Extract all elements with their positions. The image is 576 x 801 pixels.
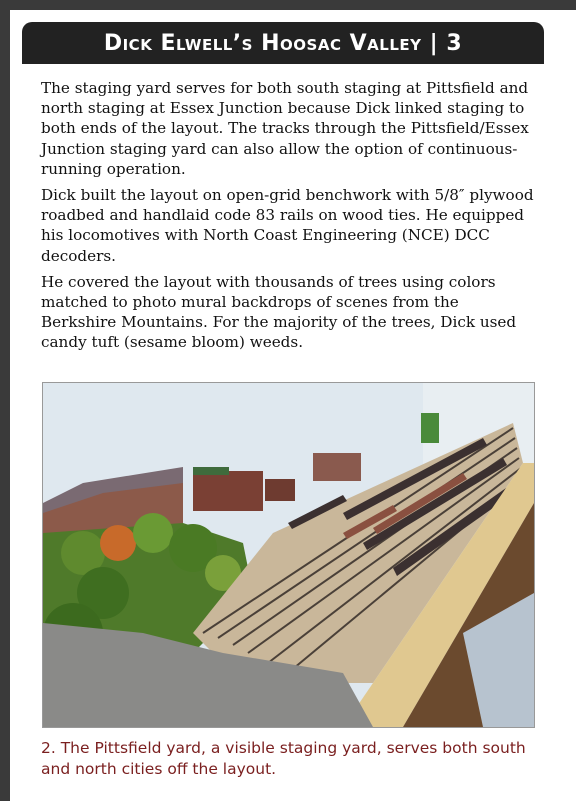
- layout-photo-illustration: [43, 383, 534, 727]
- figure-caption: 2. The Pittsfield yard, a visible staging yard, serves both south and north cities off the layout.: [41, 739, 526, 778]
- page-header: [22, 22, 544, 64]
- layout-photo: [42, 382, 535, 728]
- article-body: [41, 78, 537, 359]
- paragraph-3: He covered the layout with thousands of trees using colors matched to photo mural backdrops of scenes from the Berkshire Mountains. For the majority of the trees, Dick used candy tuft (sesame bloom) weeds.: [41, 272, 517, 352]
- page-title: Dick Elwell’s Hoosac Valley | 3: [103, 30, 463, 56]
- paragraph-2: Dick built the layout on open-grid benchwork with 5/8″ plywood roadbed and handlaid code 83 rails on wood ties. He equipped his locomotives with North Coast Engineering (NCE) DCC decoders.: [41, 186, 534, 265]
- paragraph-1: The staging yard serves for both south staging at Pittsfield and north staging at Essex Junction because Dick linked staging to both ends of the layout. The tracks through the Pittsfield/Essex Junction staging yard can also allow the option of continuous-running operation.: [41, 79, 529, 178]
